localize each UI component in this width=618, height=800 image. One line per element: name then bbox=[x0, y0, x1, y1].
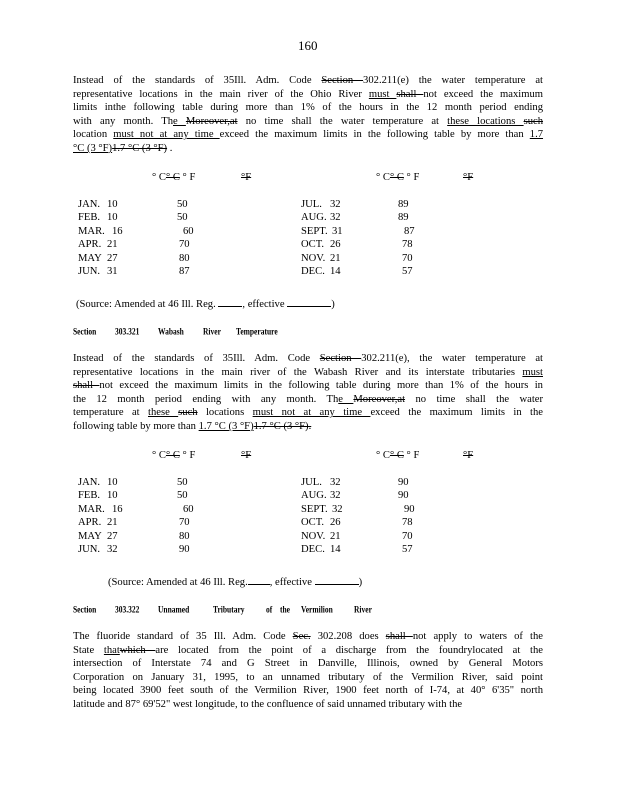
paragraph-line bbox=[73, 644, 543, 658]
text-run: not exceed the maximum limits in the following table during more than 1% of the hours in bbox=[99, 380, 543, 392]
fahrenheit-cell: 90 bbox=[404, 503, 415, 515]
paragraph-line bbox=[73, 684, 543, 698]
paragraph-line bbox=[73, 671, 543, 685]
header-deg-f: ° F bbox=[403, 450, 420, 461]
text-run: location bbox=[73, 129, 114, 141]
celsius-cell: 32 bbox=[330, 477, 341, 488]
celsius-cell: 16 bbox=[112, 225, 123, 237]
celsius-cell: 10 bbox=[107, 490, 118, 502]
text-run: not exceed the maximum bbox=[423, 88, 543, 100]
table1-header-left-f bbox=[241, 172, 251, 183]
text-run: representative locations in the main river of the Ohio River bbox=[73, 88, 369, 100]
table2-header-left bbox=[152, 450, 195, 461]
text-run: 302.211(e), the water temperature at bbox=[361, 353, 544, 364]
fahrenheit-cell: 50 bbox=[177, 199, 188, 210]
struck-text: Moreover,at bbox=[353, 393, 406, 405]
celsius-cell: 31 bbox=[107, 266, 118, 277]
month-cell: JUN. bbox=[78, 266, 101, 277]
month-cell: AUG. bbox=[301, 490, 327, 502]
table1-header-right-f bbox=[463, 172, 473, 183]
month-cell: DEC. bbox=[301, 544, 325, 555]
struck-text: such bbox=[178, 407, 198, 419]
text-run: no time shall the water temperature at bbox=[237, 115, 448, 127]
fahrenheit-cell: 70 bbox=[179, 517, 190, 529]
text-run: Instead of the standards of 35Ill. Adm. Code bbox=[73, 353, 320, 364]
month-cell: SEPT. bbox=[301, 503, 328, 515]
paragraph-line bbox=[73, 101, 543, 115]
inserted-text: must not at any time bbox=[113, 129, 220, 141]
header-deg-f-struck: °F bbox=[241, 172, 252, 183]
struck-text: shall bbox=[385, 631, 413, 642]
header-deg-c-struck: ° C bbox=[165, 450, 180, 461]
vermilion-fluoride-paragraph bbox=[73, 630, 543, 712]
celsius-cell: 21 bbox=[330, 252, 341, 264]
fahrenheit-cell: 90 bbox=[398, 477, 409, 488]
text-run: limits inthe following table during more than 1% of the hours in the 12 month period ending bbox=[73, 102, 543, 114]
month-cell: MAY bbox=[78, 252, 102, 264]
text-run: being located 3900 feet south of the Vermilion River, 1900 feet north of I-74, at 40° 6'35" north bbox=[73, 685, 543, 697]
fahrenheit-cell: 70 bbox=[402, 252, 413, 264]
month-cell: JAN. bbox=[78, 199, 101, 210]
celsius-cell: 27 bbox=[107, 530, 118, 542]
source-note-1 bbox=[76, 296, 335, 310]
heading-section-number: 303.321 bbox=[115, 326, 140, 337]
text-run: Instead of the standards of 35Ill. Adm. Code bbox=[73, 75, 322, 86]
struck-text: Sec. bbox=[292, 631, 311, 642]
fahrenheit-cell: 70 bbox=[402, 530, 413, 542]
header-deg-c-struck: ° C bbox=[389, 172, 404, 183]
inserted-text: e bbox=[173, 115, 186, 127]
celsius-cell: 21 bbox=[330, 530, 341, 542]
source-close: ) bbox=[331, 299, 335, 310]
month-cell: FEB. bbox=[78, 490, 101, 502]
paragraph-line bbox=[73, 393, 543, 407]
text-run: locations bbox=[197, 407, 253, 419]
text-run: representative locations in the main river of the Wabash River and its interstate tributaries bbox=[73, 366, 523, 378]
celsius-cell: 31 bbox=[332, 225, 343, 237]
text-run: Corporation on January 31, 1995, to an unnamed tributary of the Vermilion River, said point bbox=[73, 671, 543, 683]
paragraph-line bbox=[73, 698, 543, 712]
inserted-text: 1.7 bbox=[529, 129, 544, 141]
celsius-cell: 10 bbox=[107, 199, 118, 210]
header-deg-c-struck: ° C bbox=[165, 172, 180, 183]
effective-blank bbox=[315, 574, 359, 585]
month-cell: APR. bbox=[78, 517, 102, 529]
source-close: ) bbox=[358, 577, 363, 588]
heading-word-tributary: Tributary bbox=[213, 604, 245, 615]
fahrenheit-cell: 50 bbox=[177, 477, 188, 488]
text-run: latitude and 87° 69'52" west longitude, to the confluence of said unnamed tributary with the bbox=[73, 698, 463, 710]
heading-word-river: River bbox=[354, 604, 372, 615]
month-cell: SEPT. bbox=[301, 225, 328, 237]
source-note-2 bbox=[108, 574, 362, 588]
heading-word-vermilion: Vermilion bbox=[301, 604, 333, 615]
struck-text: shall bbox=[396, 88, 424, 100]
paragraph-line bbox=[73, 352, 543, 366]
text-run: the 12 month period ending with any month. Th bbox=[73, 393, 339, 405]
fahrenheit-cell: 87 bbox=[179, 266, 190, 277]
header-deg-c: ° C bbox=[152, 450, 166, 461]
text-run: not apply to waters of the bbox=[412, 631, 543, 642]
celsius-cell: 26 bbox=[330, 239, 341, 251]
struck-text: 1.7 °C (3 °F). bbox=[253, 420, 312, 432]
struck-text: Section bbox=[319, 353, 362, 364]
celsius-cell: 10 bbox=[107, 477, 118, 488]
source-prefix: (Source: Amended at 46 Ill. Reg. bbox=[108, 577, 248, 588]
fahrenheit-cell: 57 bbox=[402, 266, 413, 277]
month-cell: FEB. bbox=[78, 212, 101, 224]
text-run: 302.211(e) the water temperature at bbox=[363, 75, 543, 86]
month-cell: OCT. bbox=[301, 517, 325, 529]
text-run: The fluoride standard of 35 Ill. Adm. Code bbox=[73, 631, 293, 642]
reg-blank bbox=[218, 296, 242, 307]
month-cell: APR. bbox=[78, 239, 102, 251]
fahrenheit-cell: 60 bbox=[183, 503, 194, 515]
fahrenheit-cell: 90 bbox=[398, 490, 409, 502]
wabash-river-paragraph bbox=[73, 352, 543, 434]
paragraph-line bbox=[73, 379, 543, 393]
celsius-cell: 32 bbox=[332, 503, 343, 515]
fahrenheit-cell: 89 bbox=[398, 212, 409, 224]
header-deg-f-struck: °F bbox=[241, 450, 252, 461]
celsius-cell: 21 bbox=[107, 517, 118, 529]
inserted-text: 1.7 °C (3 °F) bbox=[198, 420, 254, 432]
text-run: State bbox=[73, 644, 104, 656]
ohio-river-paragraph bbox=[73, 74, 543, 156]
fahrenheit-cell: 80 bbox=[179, 530, 190, 542]
table2-header-right bbox=[376, 450, 419, 461]
struck-text: such bbox=[523, 115, 543, 127]
fahrenheit-cell: 50 bbox=[177, 212, 188, 224]
text-run: exceed the maximum limits in the following table by more than bbox=[219, 129, 530, 141]
header-deg-f-struck: °F bbox=[463, 450, 474, 461]
month-cell: AUG. bbox=[301, 212, 327, 224]
heading-word-unnamed: Unnamed bbox=[158, 604, 190, 615]
page-number: 160 bbox=[298, 38, 318, 53]
fahrenheit-cell: 78 bbox=[402, 239, 413, 251]
celsius-cell: 14 bbox=[330, 544, 341, 555]
fahrenheit-cell: 50 bbox=[177, 490, 188, 502]
heading-word-river: River bbox=[203, 326, 221, 337]
heading-section-number: 303.322 bbox=[115, 604, 140, 615]
struck-text: shall bbox=[73, 380, 100, 392]
celsius-cell: 32 bbox=[330, 199, 341, 210]
heading-word-temperature: Temperature bbox=[236, 326, 278, 337]
paragraph-line bbox=[73, 630, 543, 644]
heading-section-word: Section bbox=[73, 604, 97, 615]
paragraph-line bbox=[73, 115, 543, 129]
inserted-text: must bbox=[522, 366, 543, 378]
table1-header-right bbox=[376, 172, 419, 183]
effective-blank bbox=[287, 296, 331, 307]
paragraph-line bbox=[73, 128, 543, 142]
struck-text: Moreover,at bbox=[185, 115, 238, 127]
inserted-text: e bbox=[338, 393, 354, 405]
header-deg-f: ° F bbox=[179, 450, 196, 461]
fahrenheit-cell: 80 bbox=[179, 252, 190, 264]
inserted-text: must not at any time bbox=[252, 407, 371, 419]
month-cell: JUL. bbox=[301, 199, 322, 210]
month-cell: JAN. bbox=[78, 477, 101, 488]
fahrenheit-cell: 87 bbox=[404, 225, 415, 237]
celsius-cell: 32 bbox=[330, 212, 341, 224]
struck-text: which bbox=[119, 644, 156, 656]
heading-word-wabash: Wabash bbox=[158, 326, 184, 337]
month-cell: JUN. bbox=[78, 544, 101, 555]
paragraph-line bbox=[73, 366, 543, 380]
header-deg-c: ° C bbox=[376, 450, 390, 461]
paragraph-line bbox=[73, 657, 543, 671]
inserted-text: must bbox=[368, 88, 397, 100]
paragraph-line bbox=[73, 74, 543, 88]
source-prefix: (Source: Amended at 46 Ill. Reg. bbox=[76, 299, 216, 310]
month-cell: NOV. bbox=[301, 252, 326, 264]
text-run: temperature at bbox=[73, 407, 148, 419]
month-cell: DEC. bbox=[301, 266, 325, 277]
table2-header-left-f bbox=[241, 450, 251, 461]
header-deg-f-struck: °F bbox=[463, 172, 474, 183]
inserted-text: these locations bbox=[447, 115, 524, 127]
header-deg-c: ° C bbox=[376, 172, 390, 183]
celsius-cell: 32 bbox=[107, 544, 118, 555]
celsius-cell: 32 bbox=[330, 490, 341, 502]
celsius-cell: 14 bbox=[330, 266, 341, 277]
text-run: no time shall the water bbox=[405, 393, 544, 405]
fahrenheit-cell: 90 bbox=[179, 544, 190, 555]
fahrenheit-cell: 60 bbox=[183, 225, 194, 237]
source-mid: , effective bbox=[242, 299, 285, 310]
heading-word-the: the bbox=[280, 604, 290, 615]
month-cell: JUL. bbox=[301, 477, 322, 488]
text-run: are located from the point of a discharge from the foundrylocated at the bbox=[155, 644, 543, 656]
paragraph-line bbox=[73, 142, 543, 156]
celsius-cell: 27 bbox=[107, 252, 118, 264]
celsius-cell: 10 bbox=[107, 212, 118, 224]
text-run: intersection of Interstate 74 and G Street in Danville, Illinois, owned by General Motors bbox=[73, 658, 543, 670]
inserted-text: °C (3 °F) bbox=[73, 142, 113, 154]
heading-section-word: Section bbox=[73, 326, 97, 337]
paragraph-line bbox=[73, 420, 543, 434]
inserted-text: these bbox=[148, 407, 179, 419]
reg-blank bbox=[248, 574, 270, 585]
header-deg-f: ° F bbox=[403, 172, 420, 183]
fahrenheit-cell: 78 bbox=[402, 517, 413, 529]
header-deg-c-struck: ° C bbox=[389, 450, 404, 461]
source-mid: , effective bbox=[269, 577, 312, 588]
paragraph-line bbox=[73, 406, 543, 420]
struck-text: 1.7 °C (3 °F) bbox=[112, 142, 168, 154]
fahrenheit-cell: 89 bbox=[398, 199, 409, 210]
fahrenheit-cell: 70 bbox=[179, 239, 190, 251]
month-cell: OCT. bbox=[301, 239, 325, 251]
table1-header-left bbox=[152, 172, 195, 183]
table2-header-right-f bbox=[463, 450, 473, 461]
text-run: exceed the maximum limits in the bbox=[370, 407, 543, 419]
heading-word-of: of bbox=[266, 604, 273, 615]
struck-text: Section bbox=[321, 75, 364, 86]
header-deg-c: ° C bbox=[152, 172, 166, 183]
month-cell: MAR. bbox=[78, 225, 105, 237]
celsius-cell: 16 bbox=[112, 503, 123, 515]
text-run: . bbox=[167, 142, 173, 154]
month-cell: MAR. bbox=[78, 503, 105, 515]
celsius-cell: 26 bbox=[330, 517, 341, 529]
text-run: with any month. Th bbox=[73, 115, 173, 127]
month-cell: MAY bbox=[78, 530, 102, 542]
inserted-text: that bbox=[103, 644, 120, 656]
month-cell: NOV. bbox=[301, 530, 326, 542]
header-deg-f: ° F bbox=[179, 172, 196, 183]
text-run: following table by more than bbox=[73, 420, 199, 432]
paragraph-line bbox=[73, 88, 543, 102]
text-run: 302.208 does bbox=[310, 631, 386, 642]
fahrenheit-cell: 57 bbox=[402, 544, 413, 555]
celsius-cell: 21 bbox=[107, 239, 118, 251]
